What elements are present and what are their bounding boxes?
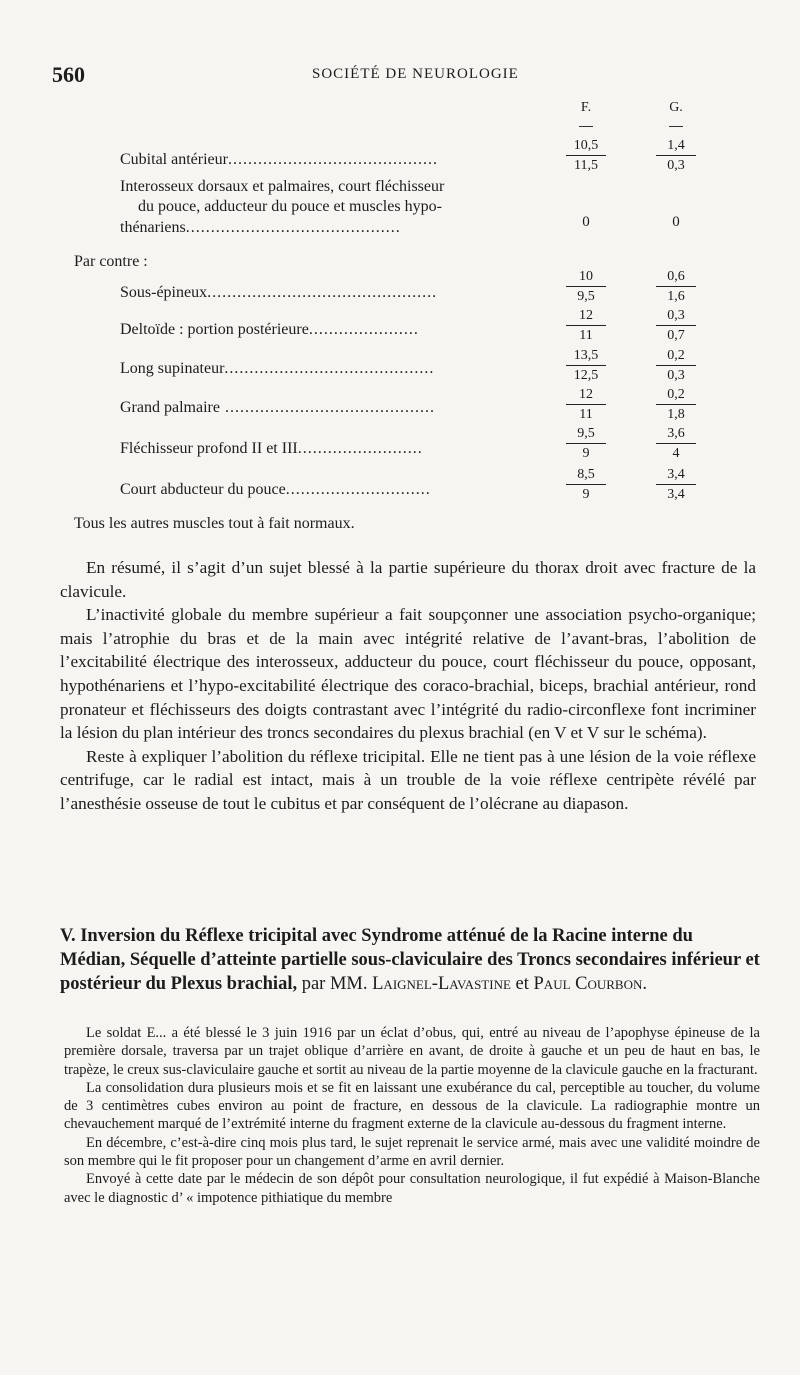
g-value: $\frac{0,2}{1,8}$ — [646, 385, 706, 424]
f-value: $\frac{13,5}{12,5}$ — [556, 346, 616, 385]
f-value: $\frac{12}{11}$ — [556, 306, 616, 345]
muscle-row-label: Fléchisseur profond II et III......................... — [120, 440, 423, 457]
col-dash-g — [669, 126, 683, 127]
muscle-row-label: Grand palmaire .......................................... — [120, 399, 435, 416]
paragraph: Reste à expliquer l’abolition du réflexe tricipital. Elle ne tient pas à une lésion de la voie réflexe centrifuge, car le radial est intact, mais à un trouble de la voie réflexe centripète révélé par l’anesthésie osseuse de tout le cubitus et par conséquent de l’olécrane au diapason. — [60, 746, 756, 813]
f-value: $\frac{9,5}{9}$ — [556, 424, 616, 463]
author-name: Laignel-Lavastine — [372, 974, 511, 994]
paragraph: En décembre, c’est-à-dire cinq mois plus tard, le sujet reprenait le service armé, mais avec une validité moindre de son membre qui le fit proposer pour un changement d’arme en avril dernier. — [64, 1134, 760, 1170]
summary-text — [60, 556, 756, 816]
tous-autres-note: Tous les autres muscles tout à fait normaux. — [74, 515, 355, 532]
author-name: Paul Courbon. — [533, 974, 648, 994]
f-value: $\frac{10}{9,5}$ — [556, 267, 616, 306]
page-number: 560 — [52, 62, 85, 87]
section-title: Inversion du Réflexe tricipital avec Syndrome atténué de la Racine interne du Médian, Séquelle d’atteinte partielle sous-claviculaire des Troncs secondaires inférieur et postérieur du Plexus brachial, — [60, 926, 760, 994]
f-value: $\frac{10,5}{11,5}$ — [556, 136, 616, 175]
section-number: V. — [60, 926, 76, 946]
f-value: $\frac{12}{11}$ — [556, 385, 616, 424]
col-dash-f — [579, 126, 593, 127]
g-value: $\frac{3,6}{4}$ — [646, 424, 706, 463]
f-value: $\frac{8,5}{9}$ — [556, 465, 616, 504]
byline: par MM. Laignel-Lavastine et Paul Courbon. — [301, 974, 648, 994]
g-value: $\frac{0,2}{0,3}$ — [646, 346, 706, 385]
par-contre: Par contre : — [74, 253, 148, 270]
interosseux-line-2: du pouce, adducteur du pouce et muscles hypo- — [138, 198, 442, 215]
g-value: $\frac{3,4}{3,4}$ — [646, 465, 706, 504]
paragraph: En résumé, il s’agit d’un sujet blessé à la partie supérieure du thorax droit avec fracture de la clavicule. — [60, 558, 756, 601]
muscle-row-label: Sous-épineux.............................................. — [120, 284, 438, 301]
paragraph: Le soldat E... a été blessé le 3 juin 1916 par un éclat d’obus, qui, entré au niveau de l’apophyse épineuse de la première dorsale, traversa par un trajet oblique d’arrière en avant, de droite à gauche et un peu de haut en bas, le trapèze, le creux sus-claviculaire gauche et sortit au niveau de la partie moyenne de la clavicule gauche en la fracturant. — [64, 1025, 760, 1078]
running-title: SOCIÉTÉ DE NEUROLOGIE — [312, 66, 519, 82]
paragraph: La consolidation dura plusieurs mois et se fit en laissant une exubérance du cal, perceptible au toucher, du volume de 3 centimètres cubes environ au point de fracture, en dessous de la clavicule. La radiographie montre un chevauchement marqué de l’extrémité interne du fragment externe de la clavicule au-dessous du fragment interne. — [64, 1079, 760, 1133]
section-heading — [60, 924, 760, 996]
interosseux-line-3: thénariens........................................... — [120, 219, 401, 236]
paragraph: L’inactivité globale du membre supérieur a fait soupçonner une association psycho-organique; mais l’atrophie du bras et de la main avec intégrité relative de l’avant-bras, l’abolition de l’excitabilité électrique des interosseux, adducteur du pouce, court fléchisseur du pouce, opposant, hypothénariens et l’hypo-excitabilité électrique des coraco-brachial, biceps, brachial antérieur, rond pronateur et fléchisseurs des doigts contrastant avec l’intégrité du radio-circonflexe font incriminer la lésion du plan intérieur des troncs secondaires du plexus brachial (en V et V sur le schéma). — [60, 605, 756, 743]
col-header-f: F. — [580, 100, 592, 115]
interosseux-line-1: Interosseux dorsaux et palmaires, court fléchisseur — [120, 178, 445, 195]
col-header-g: G. — [669, 100, 683, 115]
emg-table — [0, 0, 800, 540]
g-value: $\frac{1,4}{0,3}$ — [646, 136, 706, 175]
g-value: 0 — [672, 214, 680, 230]
f-value: 0 — [582, 214, 590, 230]
g-value: $\frac{0,6}{1,6}$ — [646, 267, 706, 306]
muscle-row-label: Long supinateur.......................................... — [120, 360, 435, 377]
paragraph: Envoyé à cette date par le médecin de son dépôt pour consultation neurologique, il fut expédié à Maison-Blanche avec le diagnostic d’ « impotence pithiatique du membre — [64, 1171, 760, 1206]
g-value: $\frac{0,3}{0,7}$ — [646, 306, 706, 345]
muscle-row-label: Cubital antérieur.......................................... — [120, 151, 438, 168]
muscle-row-label: Court abducteur du pouce............................. — [120, 481, 431, 498]
case-report — [64, 1024, 760, 1207]
muscle-row-label: Deltoïde : portion postérieure...................... — [120, 321, 419, 338]
